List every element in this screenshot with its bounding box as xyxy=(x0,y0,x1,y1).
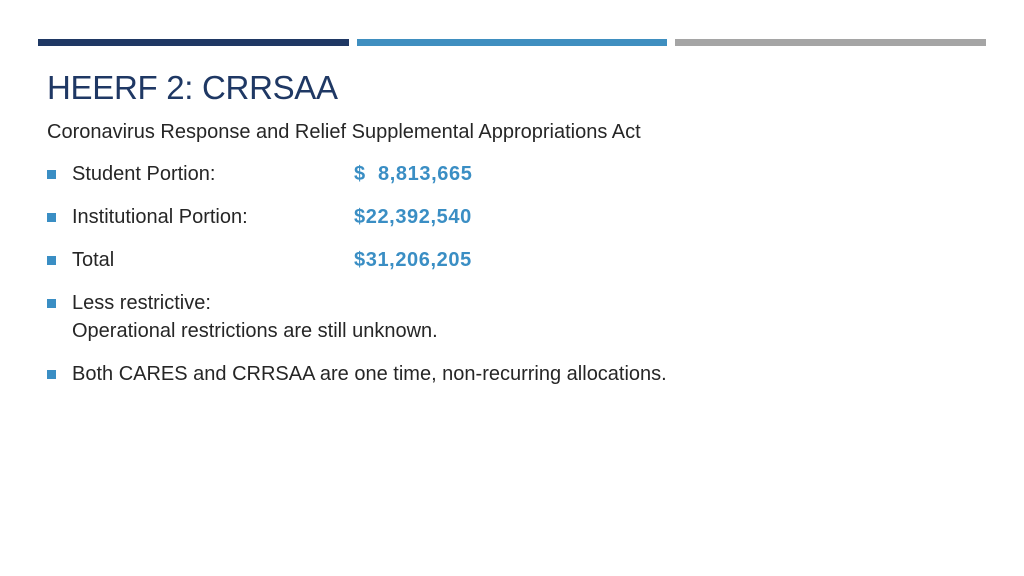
accent-bar-gray xyxy=(675,39,986,46)
row-label: Student Portion: xyxy=(72,163,216,185)
row-label: Institutional Portion: xyxy=(72,206,248,228)
accent-bar-dark xyxy=(38,39,349,46)
bullet-list xyxy=(47,160,947,403)
amount-row xyxy=(72,203,947,231)
note-heading: Less restrictive: xyxy=(72,292,211,314)
row-amount: $31,206,205 xyxy=(354,249,472,271)
bullet-student-portion xyxy=(47,160,947,188)
bullet-one-time xyxy=(47,360,947,388)
amount-row xyxy=(72,160,947,188)
accent-bar-blue xyxy=(357,39,668,46)
square-bullet-icon xyxy=(47,213,56,222)
bullet-less-restrictive xyxy=(47,289,947,345)
row-amount: $ 8,813,665 xyxy=(354,163,473,185)
row-amount: $22,392,540 xyxy=(354,206,472,228)
square-bullet-icon xyxy=(47,170,56,179)
slide-title: HEERF 2: CRRSAA xyxy=(47,69,338,106)
amount-row xyxy=(72,246,947,274)
bullet-institutional-portion xyxy=(47,203,947,231)
square-bullet-icon xyxy=(47,370,56,379)
note-detail: Operational restrictions are still unknown. xyxy=(72,320,438,342)
row-label: Total xyxy=(72,249,115,271)
header-accent-bars xyxy=(38,39,986,46)
square-bullet-icon xyxy=(47,256,56,265)
square-bullet-icon xyxy=(47,299,56,308)
note-text: Both CARES and CRRSAA are one time, non-recurring allocations. xyxy=(72,363,667,385)
slide-subtitle: Coronavirus Response and Relief Supplemental Appropriations Act xyxy=(47,121,641,143)
bullet-total xyxy=(47,246,947,274)
